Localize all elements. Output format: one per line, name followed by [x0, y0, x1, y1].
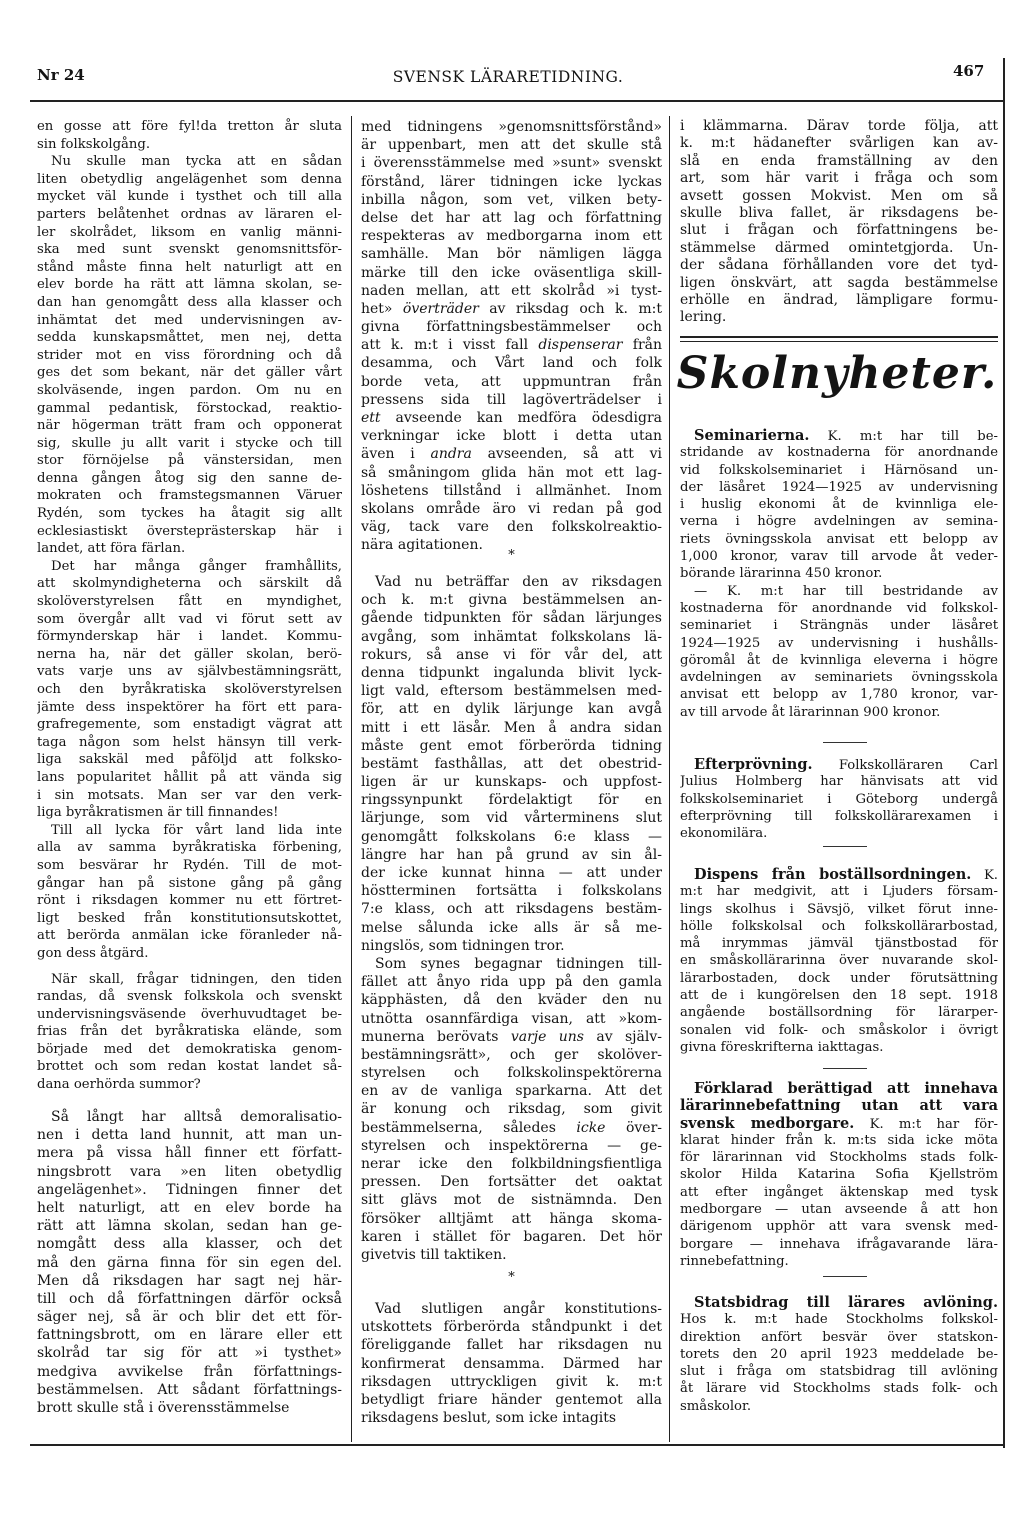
- double-rule: [680, 341, 998, 342]
- text-line: en småskollärarinna över nuvarande skol-: [680, 953, 998, 969]
- text-line: gående tidpunkten för sådan lärjunges: [361, 610, 662, 627]
- column-2: [361, 118, 662, 1438]
- text-line: genomgått folkskolans 6:e klass —: [361, 828, 662, 845]
- text-line: avdelningen av seminariets övningsskola: [680, 670, 998, 686]
- text-line: liten obetydlig angelägenhet som denna: [37, 171, 342, 187]
- text-line: fället att ånyo rida upp på den gamla: [361, 974, 662, 991]
- text-line: givetvis till taktiken.: [361, 1246, 507, 1263]
- text-line: gon dess åtgärd.: [37, 945, 149, 961]
- item-divider: [823, 1276, 867, 1277]
- text-line: pressen. Den fortsätter det oaktat: [361, 1174, 662, 1191]
- text-line: direktion anfört besvär över statskon-: [680, 1329, 998, 1345]
- text-line: respekteras av medborgarna inom ett: [361, 228, 662, 245]
- text-line: angelägenhet». Tidningen finner det: [37, 1181, 342, 1198]
- text-line: börande lärarinna 450 kronor.: [680, 566, 883, 582]
- text-line: karen i stället för bagaren. Det hör: [361, 1228, 662, 1245]
- text-line: att berörda anmälan icke föranleder nå-: [37, 928, 342, 944]
- text-line: en av de vanliga sparkarna. Att det: [361, 1083, 662, 1100]
- text-line: samhälle. Man bör nämligen lägga: [361, 246, 662, 263]
- text-line: utskottets förberörda ståndpunkt i det: [361, 1319, 662, 1336]
- text-line: [361, 1028, 662, 1046]
- text-line: ligt vald, eftersom bestämmelsen med-: [361, 683, 662, 700]
- text-line: är uppenbart, men att det skulle stå: [361, 137, 662, 154]
- text-line: nomgått dess alla klasser, och det: [37, 1236, 342, 1253]
- text-line: stånd måste finna helt naturligt att en: [37, 259, 342, 275]
- text-line: desamma, och Vårt land och folk: [361, 355, 662, 372]
- text-line: inhämtat det med undervisningen av-: [37, 312, 342, 328]
- text-line: taga någon som helst hänsyn till verk-: [37, 734, 342, 750]
- text-line: i huslig ekonomi åt de kvinnliga ele-: [680, 497, 998, 513]
- text-line: skolråd tar sig för att »i tysthet»: [37, 1345, 342, 1362]
- news-heading: svensk medborgare.: [680, 1114, 855, 1132]
- text-line: ekonomilära.: [680, 826, 768, 842]
- text: av själv-: [584, 1028, 662, 1045]
- text-line: måste gent emot förberörda tidning: [361, 737, 662, 754]
- news-efterprovning: [680, 756, 998, 842]
- text-line: och den byråkratiska skolöverstyrelsen: [37, 682, 342, 697]
- text-line: angående boställsordning för lärarper-: [680, 1005, 998, 1021]
- text-line: [361, 336, 662, 354]
- text-line: stor förnöjelse på vänstersidan, men: [37, 453, 342, 469]
- article-part-2: [37, 1108, 342, 1417]
- text-line: nen i detta land hunnit, att man un-: [37, 1127, 342, 1144]
- text-line: ecklesiastiskt översteprästerskap här i: [37, 523, 342, 539]
- text-line: skolor Hilda Katarina Sofia Kjellström: [680, 1167, 998, 1183]
- text-line: denna tidpunkt ingalunda blivit lyck-: [361, 664, 662, 681]
- column-divider-2: [669, 116, 670, 1442]
- text-line: rinnebefattning.: [680, 1253, 789, 1269]
- news-heading: Efterprövning.: [694, 756, 813, 773]
- text-line: slå en enda framställning av den: [680, 152, 998, 169]
- text-line: [680, 756, 998, 773]
- text-line: mycket väl kunde i tysthet och till alla: [37, 189, 342, 205]
- text-line: der läsåret 1924—1925 av undervisning: [680, 479, 998, 495]
- text-line: efterprövning till folkskollärarexamen i: [680, 808, 998, 824]
- text-line: kostnaderna för anordnande vid folkskol-: [680, 600, 998, 616]
- text-line: folkskolseminariet i Göteborg undergå: [680, 791, 998, 807]
- text-line: parters belåtenhet ordnas av läraren el-: [37, 206, 342, 222]
- paragraph: [361, 118, 662, 555]
- news-dispens: [680, 866, 998, 1056]
- text-line: ningsbrott vara »en liten obetydlig: [37, 1163, 342, 1180]
- text-line: anvisat ett belopp av 1,780 kronor, var-: [680, 687, 998, 703]
- right-border: [1003, 58, 1005, 1448]
- text-line: ningslös, som tidningen tror.: [361, 937, 565, 954]
- text-line: [361, 1119, 662, 1137]
- section-title-skolnyheter: Skolnyheter.: [676, 348, 998, 399]
- text-line: randas, då svensk folkskola och svenskt: [37, 989, 342, 1005]
- text-line: lings skolhus i Sävsjö, vilket förut inne-: [680, 901, 998, 917]
- text-line: när högerman trätt fram och opponerat: [37, 418, 342, 434]
- text-line: gångar han på sistone gång på gång: [37, 875, 342, 891]
- text-line: lering.: [680, 309, 727, 326]
- text-line: seminariet i Strängnäs under läsåret: [680, 618, 998, 634]
- item-divider: [823, 846, 867, 847]
- text-line: helt naturligt, att en elev borde ha: [37, 1199, 342, 1216]
- text: från: [622, 337, 662, 354]
- text-line: dana oerhörda summor?: [37, 1077, 201, 1093]
- paragraph: [37, 1108, 342, 1417]
- text-line: [361, 445, 662, 463]
- news-heading: Seminarierna.: [694, 427, 810, 444]
- text-line: att skolmyndigheterna och särskilt då: [37, 576, 342, 592]
- item-divider: [823, 742, 867, 743]
- news-heading: Statsbidrag till lärares avlöning.: [694, 1294, 998, 1311]
- text-line: gammal pedantisk, förstockad, reaktio-: [37, 400, 342, 416]
- column-3: [680, 118, 998, 1438]
- article-section-vad-slutligen: [361, 1300, 662, 1427]
- text-line: med tidningens »genomsnittsförstånd»: [361, 119, 662, 135]
- text-line: rätt att lämna skolan, sedan han ge-: [37, 1218, 342, 1235]
- text-line: — K. m:t har till bestridande av: [694, 583, 998, 599]
- text-line: medgiva avvikelse från författnings-: [37, 1363, 342, 1380]
- text: av riksdag och k. m:t: [478, 300, 662, 317]
- text-line: började med det demokratiska genom-: [37, 1041, 342, 1057]
- text-line: rokurs, så anse vi för vår del, att: [361, 646, 662, 663]
- text-line: brott skulle stå i överensstämmelse: [37, 1400, 290, 1416]
- text-line: Det har många gånger framhållits,: [51, 558, 342, 574]
- text-line: Julius Holmberg har hänvisats att vid: [680, 774, 998, 790]
- news-forklarad: [680, 1080, 998, 1270]
- text-line: löshetens tillstånd i allmänhet. Inom: [361, 482, 662, 499]
- newspaper-title: SVENSK LÄRARETIDNING.: [392, 68, 624, 86]
- text-line: landet, att föra färlan.: [37, 541, 186, 557]
- text-line: [680, 1115, 998, 1132]
- text-line: föreliggande fallet har riksdagen nu: [361, 1337, 662, 1354]
- item-divider: [823, 1068, 867, 1069]
- text-line: skolans område äro vi redan på god: [361, 500, 662, 517]
- text-line: jämte dess inspektörer ha fört ett para-: [37, 699, 342, 715]
- text-line: må den gärna finna för sin egen del.: [37, 1254, 342, 1271]
- text-line: frias från det byråkratiska elände, som: [37, 1024, 342, 1040]
- text: het»: [361, 300, 403, 317]
- text-line: lans popularitet hållit på att vända sig: [37, 769, 342, 785]
- paragraph: [361, 573, 662, 955]
- text-line: betydligt friare händer gentemot alla: [361, 1391, 662, 1408]
- text-line: märke till den icke oväsentliga skill-: [361, 264, 662, 281]
- text-line: vats varje uns av självbestämningsrätt,: [37, 664, 342, 680]
- text-line: 1,000 kronor, varav till arvode åt veder-: [680, 549, 998, 565]
- text-line: riksdagen uttryckligen givit k. m:t: [361, 1373, 662, 1390]
- text-line: givna författningsbestämmelser och: [361, 319, 662, 336]
- text-line: delse det har att lag och författning: [361, 209, 662, 226]
- italic-text: dispenserar: [538, 337, 623, 354]
- text-line: som besvärar hr Rydén. Till de mot-: [37, 857, 342, 873]
- paragraph: [37, 118, 342, 153]
- paragraph: [680, 1080, 998, 1270]
- text-line: för, att en dylik lärjunge kan avgå: [361, 701, 662, 718]
- text-line: skolöverstyrelsen fått en myndighet,: [37, 594, 342, 610]
- text: avseenden, så att vi: [471, 446, 662, 463]
- text-line: lärjunge, som vid vårterminens slut: [361, 810, 662, 827]
- text: även i: [361, 446, 431, 463]
- text-line: mera på vissa håll finner ett författ-: [37, 1145, 342, 1162]
- text-line: Hos k. m:t hade Stockholms folkskol-: [680, 1312, 998, 1328]
- text-line: hölle folkskolsal och folkskollärarbostad,: [680, 918, 998, 934]
- text-line: nära agitationen.: [361, 537, 483, 554]
- text-line: därigenom upphör att vara svensk med-: [680, 1219, 998, 1235]
- text-line: avgång, som inhämtat folkskolans lä-: [361, 628, 662, 645]
- text-line: fattningsbrott, om en lärare eller ett: [37, 1327, 342, 1344]
- text: Folkskolläraren Carl: [812, 758, 998, 773]
- text-line: sitt glävs mot de sistnämnda. Den: [361, 1192, 662, 1209]
- text-line: art, som här varit i fråga och som: [680, 170, 998, 187]
- text: avseende kan medföra ödesdigra: [380, 410, 662, 426]
- text-line: sin folkskolgång.: [37, 136, 151, 152]
- text-line: medborgare — utan avseende å att hon: [680, 1202, 998, 1218]
- italic-text: ett: [361, 410, 381, 426]
- text-line: styrelsen och folkskolinspektörerna: [361, 1065, 662, 1082]
- paragraph: [37, 153, 342, 558]
- italic-text: icke: [576, 1119, 606, 1136]
- text-line: höstterminen fortsätta i folkskolans: [361, 883, 662, 900]
- text-line: klarat hinder från k. m:ts sida icke möta: [680, 1132, 998, 1148]
- paragraph: [680, 866, 998, 1056]
- text-line: k. m:t hädanefter svårligen kan av-: [680, 135, 998, 152]
- text-line: undervisningsväsende överhuvudtaget be-: [37, 1006, 342, 1022]
- paragraph: [680, 427, 998, 583]
- text-line: ska med sunt svenskt genomsnittsför-: [37, 242, 342, 258]
- column-divider-1: [351, 116, 352, 1442]
- text-line: ringssynpunkt fördelaktigt för en: [361, 792, 662, 809]
- paragraph: [680, 1294, 998, 1415]
- text-line: så småningom glida hän mot ett lag-: [361, 464, 662, 481]
- text-line: torets den 20 april 1923 meddelade be-: [680, 1346, 998, 1362]
- text-line: riets övningsskola anvisat ett belopp av: [680, 531, 998, 547]
- text-line: stämmelse därmed omintetgjorda. Un-: [680, 239, 998, 256]
- text-line: i klämmarna. Därav torde följa, att: [680, 118, 998, 134]
- text-line: verkningar icke blott i detta utan: [361, 428, 662, 445]
- text-line: denna gången åtog sig den sanne de-: [37, 470, 342, 486]
- text-line: i sin motsats. Man ser var den verk-: [37, 787, 342, 803]
- text: munerna berövats: [361, 1028, 511, 1045]
- text-line: i överensstämmelse med »sunt» svenskt: [361, 155, 662, 172]
- text-line: längre har han på grund av sin ål-: [361, 846, 662, 863]
- text-line: Så långt har alltså demoralisatio-: [51, 1109, 342, 1125]
- text-line: [680, 1294, 998, 1311]
- text-line: Nu skulle man tycka att en sådan: [51, 154, 342, 170]
- section-separator-asterisk: *: [508, 1270, 515, 1285]
- news-heading: lärarinnebefattning utan att vara: [680, 1097, 998, 1115]
- text: K.: [971, 868, 998, 883]
- text-line: ligen är ur kunskaps- och uppfost-: [361, 774, 662, 791]
- issue-number: Nr 24: [37, 66, 85, 84]
- text-line: liga sakskäl med påföljd att folksko-: [37, 752, 342, 768]
- text-line: [361, 300, 662, 318]
- article-ending: [680, 118, 998, 327]
- paragraph: [680, 583, 998, 721]
- text: över-: [605, 1119, 662, 1136]
- text: att k. m:t i visst fall: [361, 337, 539, 354]
- text-line: brottet och som redan kostat landet så-: [37, 1059, 342, 1075]
- text-line: slut i frågan och författningens be-: [680, 222, 998, 239]
- text-line: pressens sida till lagöverträdelser i: [361, 391, 662, 408]
- paragraph: [361, 955, 662, 1264]
- text-line: lärarbostaden, dock under förutsättning: [680, 970, 998, 986]
- text-line: bestämningsrätt», och ger skolöver-: [361, 1046, 662, 1063]
- text-line: ligen önskvärt, att sagda bestämmelse: [680, 274, 998, 291]
- italic-text: överträder: [402, 300, 479, 317]
- footer-rule: [30, 1444, 1004, 1446]
- text-line: som övergår allt vad vi förut sett av: [37, 611, 342, 627]
- text-line: konfirmerat densamma. Därmed har: [361, 1355, 662, 1372]
- text-line: givna föreskrifterna iakttagas.: [680, 1039, 884, 1055]
- text-line: Men då riksdagen har sagt nej här-: [37, 1272, 342, 1289]
- text-line: m:t har medgivit, att i Ljuders försam-: [680, 884, 998, 900]
- text-line: förstånd, lärer tidningen icke lyckas: [361, 173, 662, 190]
- text-line: mitt i ett läsår. Men å andra sidan: [361, 719, 662, 736]
- text-line: [680, 1080, 998, 1097]
- text-line: skulle bliva fallet, är riksdagens be-: [680, 204, 998, 221]
- news-heading: Förklarad berättigad att innehava: [694, 1080, 998, 1097]
- text-line: utnötta osannfärdiga visan, att »kom-: [361, 1010, 662, 1027]
- text-line: När skall, frågar tidningen, den tiden: [51, 971, 342, 987]
- text-line: vid folkskolseminariet i Härnösand un-: [680, 462, 998, 478]
- text-line: rönt i riksdagen kommer nu ett förtret-: [37, 893, 342, 909]
- text-line: der icke kunnat hinna — att under: [361, 865, 662, 881]
- text-line: Till all lycka för vårt land lida inte: [51, 822, 342, 838]
- text-line: Vad nu beträffar den av riksdagen: [375, 574, 662, 590]
- article-section-vad-nu: [361, 573, 662, 1264]
- text-line: av till arvode åt lärarinnan 900 kronor.: [680, 704, 941, 720]
- paragraph: [37, 558, 342, 822]
- paragraph: [37, 971, 342, 1094]
- text-line: åt lärare vid Stockholms stads folk- och: [680, 1381, 998, 1397]
- text-line: försöker alltjämt att hänga skoma-: [361, 1210, 662, 1227]
- text-line: förmynderskap här i landet. Kommu-: [37, 629, 342, 645]
- text-line: ligt besked från konstitutionsutskottet,: [37, 910, 342, 926]
- text-line: verna i högre avdelningen av semina-: [680, 514, 998, 530]
- text-line: skolväsende, ingen pardon. Om nu en: [37, 382, 342, 398]
- text-line: väg, tack vare den folkskolreaktio-: [361, 519, 662, 536]
- text-line: [680, 866, 998, 883]
- text-line: styrelsen och inspektörerna — ge-: [361, 1137, 662, 1154]
- text-line: att de i kungörelsen den 18 sept. 1918: [680, 988, 998, 1004]
- text: K. m:t har för-: [854, 1116, 998, 1132]
- text-line: liga byråkratismen är till finnandes!: [37, 805, 279, 821]
- paragraph: [37, 822, 342, 963]
- text-line: må inrymmas jämväl tjänstbostad för: [680, 936, 998, 952]
- text-line: borgare — innehava ifrågavarande lära-: [680, 1236, 998, 1252]
- text-line: [361, 409, 662, 427]
- text-line: göromål åt de kvinnliga eleverna i högre: [680, 652, 998, 668]
- column-1: [37, 118, 342, 1438]
- text: K. m:t har till be-: [809, 429, 998, 444]
- text-line: alla av samma byråkratiska förbening,: [37, 840, 342, 856]
- text-line: Som synes begagnar tidningen till-: [375, 955, 662, 972]
- text-line: [680, 427, 998, 444]
- text-line: nerna ha, när det gäller skolan, berö-: [37, 646, 342, 662]
- text-line: småskolor.: [680, 1398, 752, 1414]
- text-line: mokraten och framstegsmannen Väruer: [37, 488, 342, 504]
- text-line: borde veta, att uppmuntran från: [361, 373, 662, 390]
- text-line: stridande av kostnaderna för anordnande: [680, 445, 998, 461]
- text-line: Rydén, som tyckes ha åtagit sig allt: [37, 506, 342, 522]
- text-line: sig, skulle ju allt varit i stycke och till: [37, 435, 342, 451]
- text-line: strider mot en viss förordning och då: [37, 347, 342, 363]
- text-line: erhölle en ändrad, lämpligare formu-: [680, 291, 998, 308]
- text-line: är konung och riksdag, som givit: [361, 1101, 662, 1118]
- section-separator-asterisk: *: [508, 548, 515, 563]
- text-line: melse sålunda icke alls är så me-: [361, 919, 662, 936]
- text-line: för lärarinnan vid Stockholms stads folk-: [680, 1150, 998, 1166]
- news-statsbidrag: [680, 1294, 998, 1415]
- text-line: säger nej, så är och blir det ett för-: [37, 1309, 342, 1326]
- text-line: att efter ingånget äktenskap med tysk: [680, 1184, 998, 1200]
- text-line: ler skolrådet, liksom en vanlig männi-: [37, 224, 342, 240]
- text-line: avsett gossen Mokvist. Men om så: [680, 187, 998, 204]
- text-line: bestämt fasthållas, att det obestrid-: [361, 755, 662, 772]
- text-line: käpphästen, då den kväder den nu: [361, 992, 662, 1009]
- news-heading: Dispens från boställsordningen.: [694, 866, 972, 883]
- text-line: elev borde ha rätt att lämna skolan, se-: [37, 277, 342, 293]
- text-line: dan han genomgått dess alla klasser och: [37, 294, 342, 310]
- text-line: en gosse att före fyl!da tretton år sluta: [37, 119, 342, 134]
- paragraph: [680, 756, 998, 842]
- italic-text: varje uns: [510, 1028, 584, 1045]
- text-line: ges det som bekant, när det gäller vårt: [37, 365, 342, 381]
- text-line: och k. m:t givna bestämmelsen an-: [361, 592, 662, 609]
- header-rule: [30, 100, 1004, 102]
- text-line: bestämmelsen. Att sådant författnings-: [37, 1381, 342, 1398]
- double-rule: [680, 336, 998, 338]
- text-line: riksdagens beslut, som icke intagits: [361, 1410, 617, 1427]
- text-line: nerar icke den folkbildningsfientliga: [361, 1156, 662, 1173]
- text-line: [680, 1097, 998, 1114]
- text-line: grafregemente, som enstadigt vägrat att: [37, 717, 342, 733]
- text-line: der sådana förhållanden vore det tyd-: [680, 257, 998, 274]
- text-line: Vad slutligen angår konstitutions-: [375, 1301, 662, 1317]
- text-line: naden mellan, att ett skolråd »i tyst-: [361, 282, 662, 299]
- text-line: 1924—1925 av undervisning i hushålls-: [680, 635, 998, 651]
- text-line: 7:e klass, och att riksdagens bestäm-: [361, 901, 662, 918]
- text-line: slut i fråga om statsbidrag till avlöning: [680, 1364, 998, 1380]
- news-seminarierna: [680, 427, 998, 721]
- text-line: sonalen vid folk- och småskolor i övrigt: [680, 1022, 998, 1038]
- text: bestämmelserna, således: [361, 1119, 577, 1136]
- text-line: inbilla någon, som vet, vilken bety-: [361, 191, 662, 208]
- article-continuation: [361, 118, 662, 555]
- text-line: till och då författningen därför också: [37, 1290, 342, 1307]
- article-part-1: [37, 118, 342, 1094]
- italic-text: andra: [430, 446, 472, 463]
- paragraph: [680, 118, 998, 327]
- text-line: sedda kunskapsmåttet, men nej, detta: [37, 330, 342, 346]
- page-number: 467: [953, 62, 985, 80]
- paragraph: [361, 1300, 662, 1427]
